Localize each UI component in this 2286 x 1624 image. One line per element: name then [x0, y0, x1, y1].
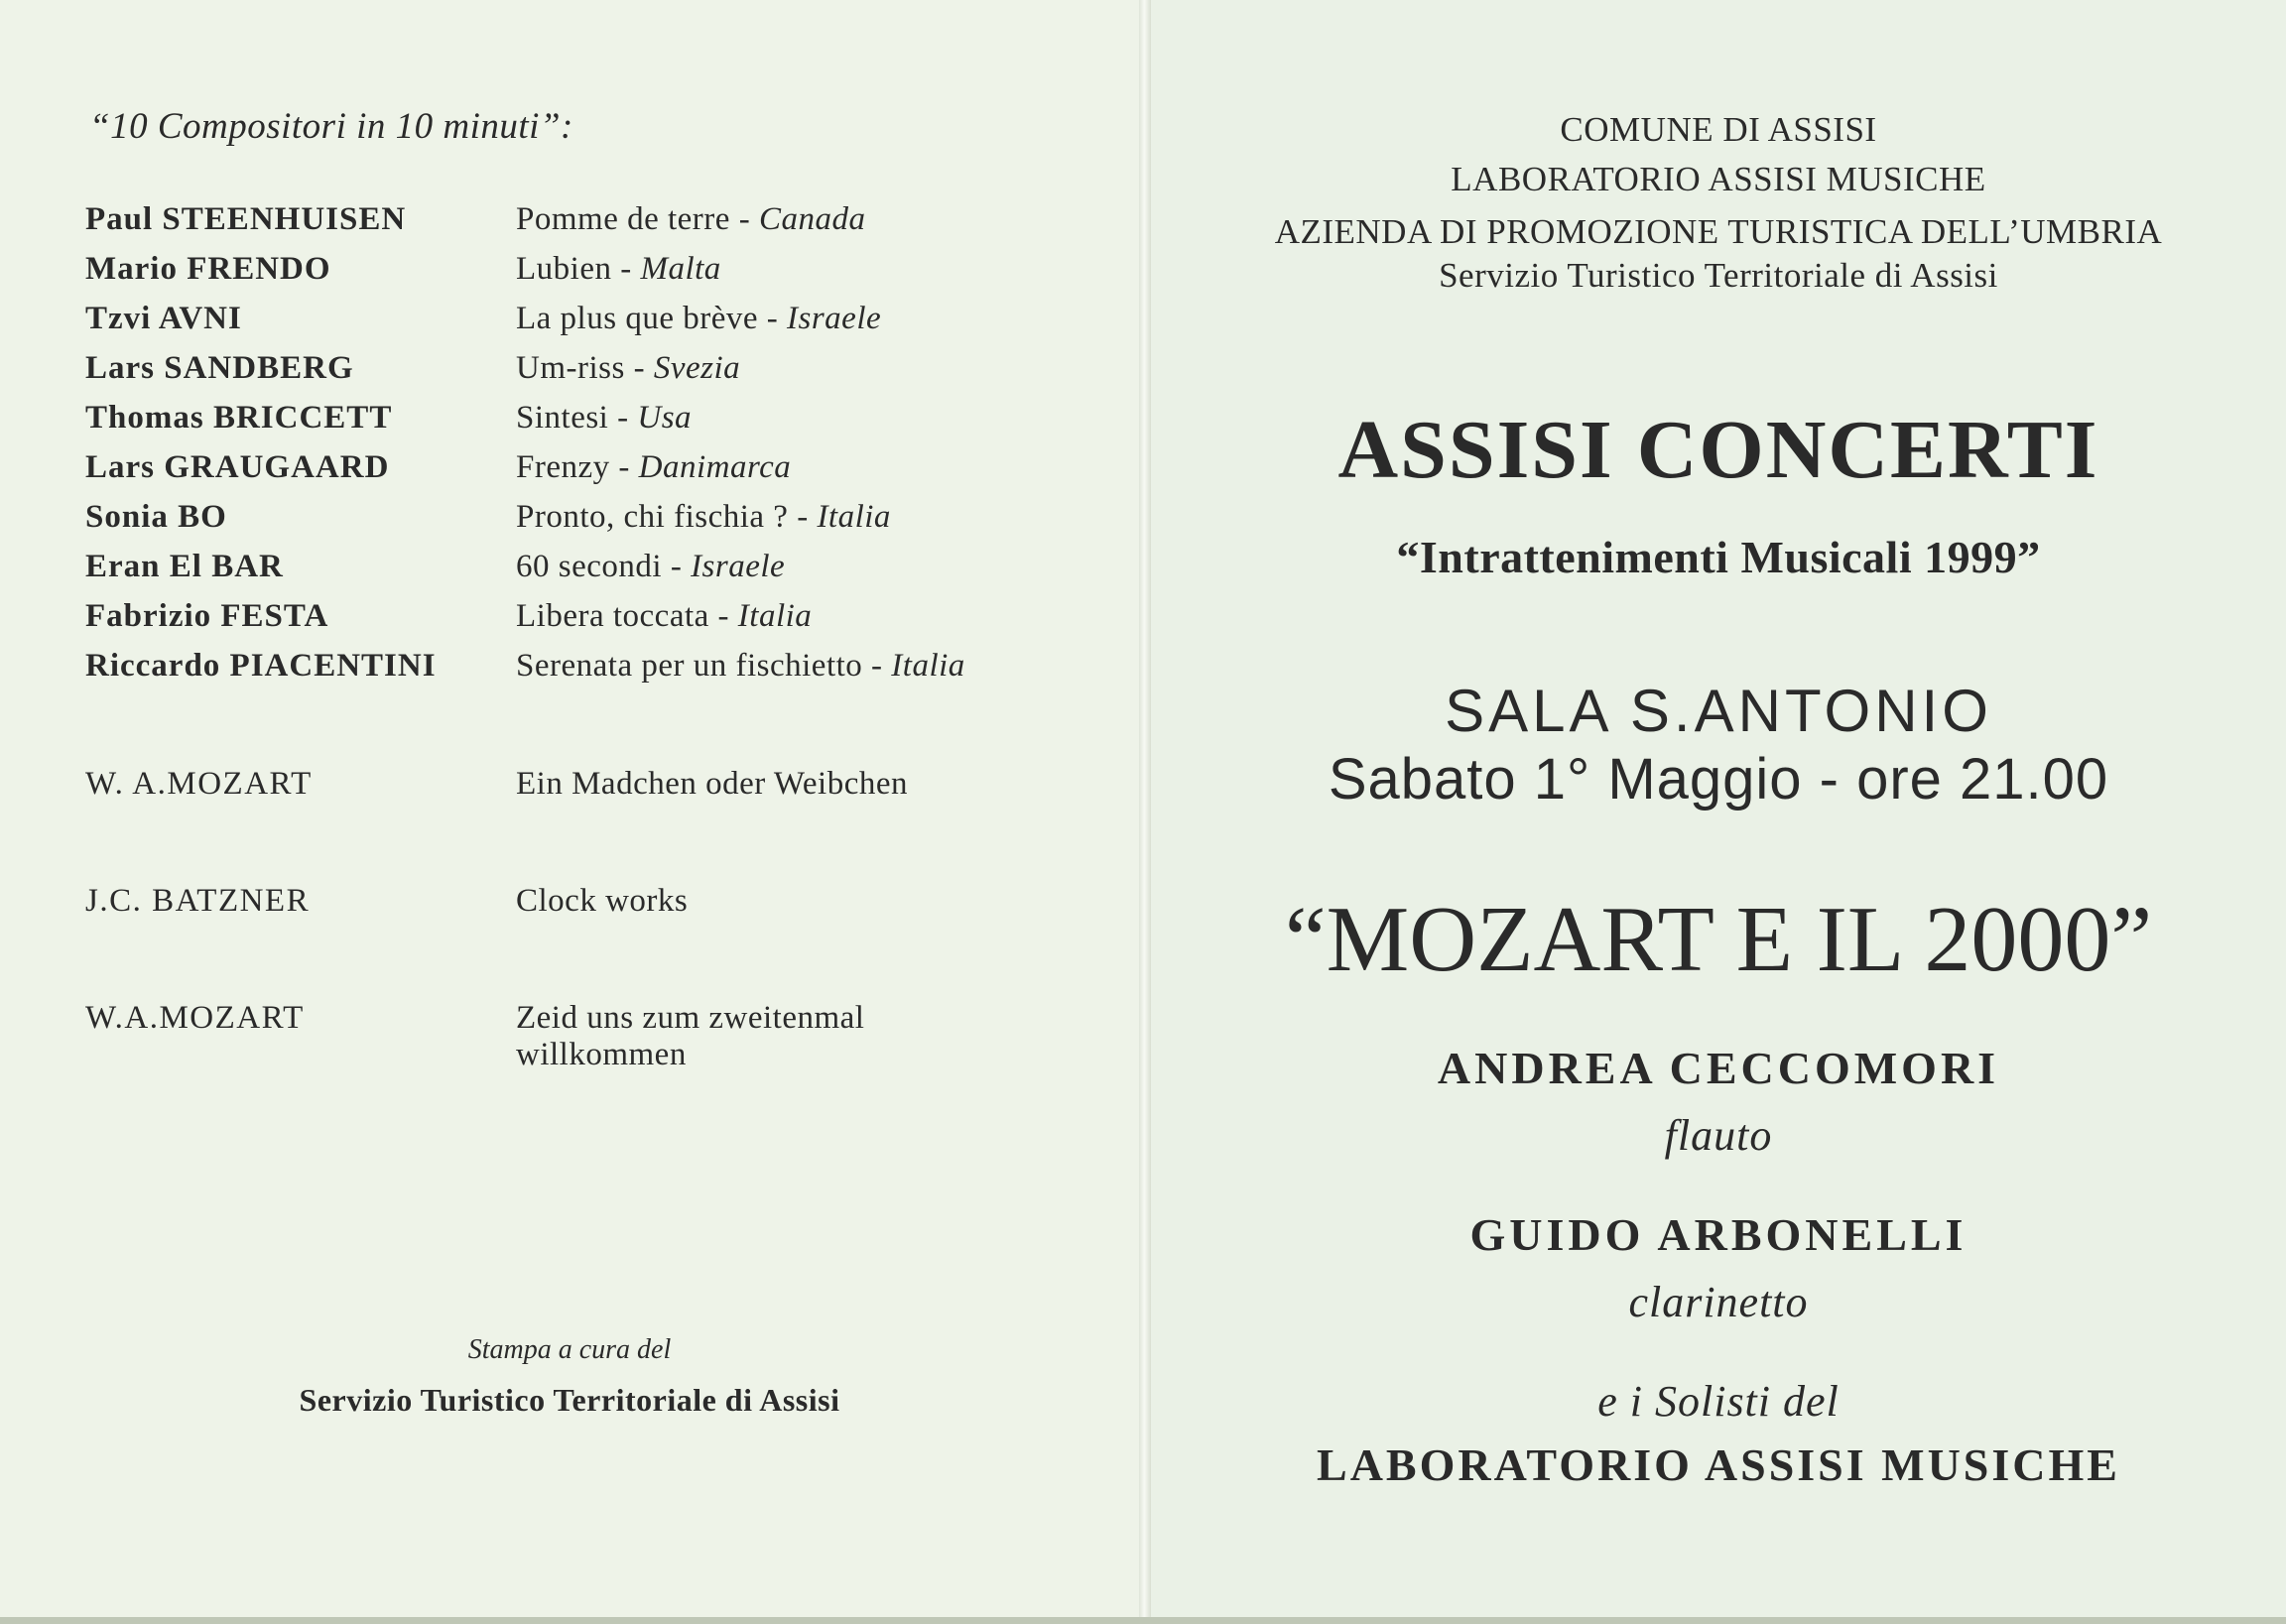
composer-name: Riccardo PIACENTINI [85, 648, 437, 684]
work-title: La plus que brève [516, 301, 758, 336]
work-separator: - [729, 201, 759, 237]
work-separator: - [662, 549, 692, 584]
work-country: Danimarca [638, 449, 792, 485]
date-time: Sabato 1° Maggio - ore 21.00 [1328, 747, 2109, 812]
printed-by-label: Stampa a cura del [467, 1334, 672, 1365]
work-title: Libera toccata [516, 598, 709, 634]
paper-edge [0, 1617, 2286, 1624]
work-entry [516, 449, 791, 486]
work-title: Clock works [516, 883, 689, 919]
composer-name: Sonia BO [85, 499, 227, 535]
work-separator: - [788, 499, 818, 535]
work-entry [516, 350, 740, 387]
work-entry [516, 549, 785, 585]
program-row [85, 201, 1078, 249]
work-title: Um-riss [516, 350, 625, 386]
program-row [85, 350, 1078, 398]
composer-name: Paul STEENHUISEN [85, 201, 407, 237]
work-title: Sintesi [516, 400, 609, 436]
work-entry [516, 201, 865, 238]
program-row [85, 648, 1078, 695]
composer-name: Mario FRENDO [85, 251, 331, 287]
work-entry [516, 251, 721, 288]
program-row [85, 251, 1078, 299]
work-separator: - [758, 301, 787, 336]
work-separator: - [862, 648, 892, 684]
work-title: Serenata per un fischietto [516, 648, 863, 684]
program-row [85, 598, 1078, 646]
work-country: Israele [787, 301, 882, 336]
work-title: Frenzy [516, 449, 610, 485]
program-row [85, 549, 1078, 596]
program-row [85, 883, 1078, 931]
work-title: Pomme de terre [516, 201, 730, 237]
work-title-line: Zeid uns zum zweitenmal [516, 1000, 865, 1036]
work-country: Israele [691, 549, 786, 584]
work-entry [516, 648, 965, 685]
organizer-line: AZIENDA DI PROMOZIONE TURISTICA DELL’UMBRIA [1274, 212, 2163, 251]
work-country: Italia [891, 648, 965, 684]
program-row [85, 499, 1078, 547]
work-entry [516, 400, 692, 437]
work-separator: - [708, 598, 738, 634]
concert-title: “MOZART E IL 2000” [1284, 888, 2153, 991]
performer-instrument: flauto [1664, 1111, 1773, 1160]
composer-name: W.A.MOZART [85, 1000, 305, 1036]
organizer-line: COMUNE DI ASSISI [1560, 110, 1877, 149]
organizer-line: Servizio Turistico Territoriale di Assisi [1439, 256, 1998, 295]
work-title-line: willkommen [516, 1037, 687, 1072]
composer-name: Tzvi AVNI [85, 301, 242, 336]
work-title: Ein Madchen oder Weibchen [516, 766, 909, 802]
composer-name: Lars SANDBERG [85, 350, 354, 386]
work-separator: - [609, 449, 639, 485]
performer-instrument: clarinetto [1628, 1278, 1809, 1326]
work-separator: - [611, 251, 641, 287]
program-row [85, 766, 1078, 813]
ensemble-name: LABORATORIO ASSISI MUSICHE [1317, 1439, 2120, 1490]
work-title: Pronto, chi fischia ? [516, 499, 789, 535]
work-country: Malta [640, 251, 721, 287]
ensemble-intro: e i Solisti del [1597, 1377, 1840, 1426]
series-title: ASSISI CONCERTI [1337, 404, 2099, 496]
page-fold [1139, 0, 1151, 1624]
composer-name: Lars GRAUGAARD [85, 449, 390, 485]
work-country: Italia [737, 598, 813, 634]
venue: SALA S.ANTONIO [1445, 678, 1992, 744]
program-row [85, 449, 1078, 497]
performer-name: GUIDO ARBONELLI [1469, 1209, 1968, 1260]
program-row [85, 1000, 1078, 1072]
work-entry [516, 598, 812, 635]
program-row [85, 400, 1078, 447]
work-country: Usa [637, 400, 693, 436]
program-row [85, 301, 1078, 348]
performer-name: ANDREA CECCOMORI [1437, 1043, 2000, 1093]
work-title: Lubien [516, 251, 612, 287]
composer-name: W. A.MOZART [85, 766, 313, 802]
composer-name: Eran El BAR [85, 549, 284, 584]
work-entry [516, 499, 891, 536]
work-country: Canada [758, 201, 866, 237]
composer-name: Thomas BRICCETT [85, 400, 393, 436]
printed-by-office: Servizio Turistico Territoriale di Assisi [299, 1382, 840, 1418]
work-country: Italia [817, 499, 891, 535]
work-separator: - [624, 350, 654, 386]
composer-name: Fabrizio FESTA [85, 598, 329, 634]
work-separator: - [608, 400, 638, 436]
work-title [516, 1000, 864, 1073]
organizer-line: LABORATORIO ASSISI MUSICHE [1451, 160, 1986, 198]
composer-name: J.C. BATZNER [85, 883, 311, 919]
work-entry [516, 301, 881, 337]
work-country: Svezia [653, 350, 741, 386]
series-subtitle: “Intrattenimenti Musicali 1999” [1396, 532, 2041, 582]
program-heading: “10 Compositori in 10 minuti”: [89, 106, 573, 147]
work-title: 60 secondi [516, 549, 663, 584]
